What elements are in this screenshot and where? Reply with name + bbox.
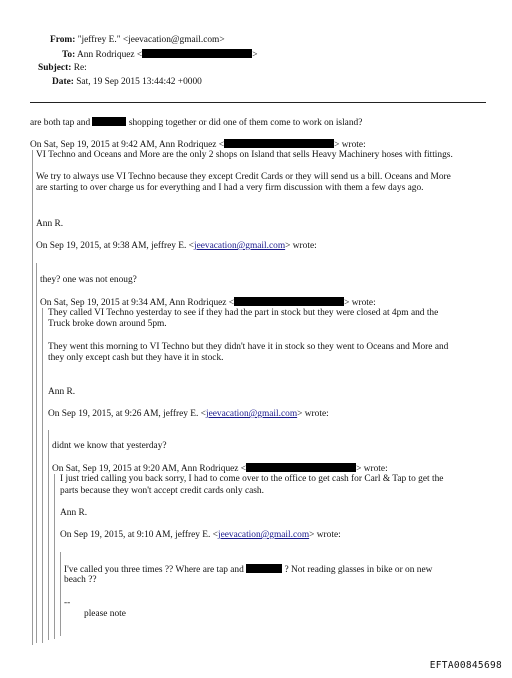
attribution-text: > wrote: [309,530,341,540]
to-row [62,49,258,62]
to-label: To: [62,50,76,60]
reply3-text: didnt we know that yesterday? [52,441,167,451]
reply2-line2: Truck broke down around 5pm. [48,319,167,329]
redaction-bar [246,564,282,573]
redaction-bar [224,139,334,148]
header-divider [30,102,486,103]
reply3-quote-attribution [60,530,341,542]
attribution-text: On Sep 19, 2015, at 9:26 AM, jeffrey E. < [48,409,206,419]
email-link[interactable]: jeevacation@gmail.com [217,530,310,540]
reply2-text: they? one was not enoug? [40,275,137,285]
reply2-line1: They called VI Techno yesterday to see if they had the part in stock but they were closed at 4pm and the [48,308,439,318]
date-label: Date: [52,77,74,87]
message-text: ? Not reading glasses in bike or on new [284,565,433,575]
reply4-line2: beach ?? [64,575,97,585]
attribution-text: On Sep 19, 2015, at 9:38 AM, jeffrey E. < [36,241,194,251]
attribution-text: > wrote: [285,241,317,251]
signature-separator: -- [64,598,71,608]
redaction-bar [92,117,126,126]
reply2-quote-attribution [48,409,329,421]
attribution-text: On Sat, Sep 19, 2015 at 9:34 AM, Ann Rodriquez < [40,298,235,308]
signature-note: please note [84,609,126,619]
attribution-text: On Sat, Sep 19, 2015 at 9:20 AM, Ann Rodriquez < [52,464,247,474]
reply2-signature: Ann R. [48,387,76,397]
reply3-signature: Ann R. [60,508,88,518]
reply1-line3: are starting to over charge us for everything and I had a very firm discussion with them a few days ago. [36,183,424,193]
redaction-bar [142,49,252,58]
attribution-text: > wrote: [297,409,329,419]
reply1-line1: VI Techno and Oceans and More are the only 2 shops on Island that sells Heavy Machinery hoses with fittings. [36,150,453,160]
redaction-bar [234,297,344,306]
attribution-text: > wrote: [344,298,376,308]
top-message-part-a: are both tap and [30,118,91,128]
reply1-signature: Ann R. [36,219,64,229]
reply3-line1: I just tried calling you back sorry, I had to come over to the office to get cash for Carl & Tap to get the [60,474,444,484]
attribution-text: > wrote: [334,140,366,150]
from-row [50,35,225,47]
to-value-prefix: Ann Rodriquez < [77,50,143,60]
subject-row [38,63,87,75]
reply1-line2: We try to always use VI Techno because they except Credit Cards or they will send us a bill. Oceans and More [36,172,451,182]
attribution-text: On Sep 19, 2015, at 9:10 AM, jeffrey E. < [60,530,218,540]
reply1-quote-attribution [36,241,317,253]
date-row [52,77,202,89]
top-message-part-b: shopping together or did one of them come to work on island? [128,118,363,128]
email-link[interactable]: jeevacation@gmail.com [193,241,286,251]
message-text: I've called you three times ?? Where are tap and [64,565,244,575]
from-value: "jeffrey E." <jeevacation@gmail.com> [77,35,225,45]
reply2-line4: they only except cash but they have it in stock. [48,353,224,363]
reply4-line1 [64,564,432,577]
attribution-text: > wrote: [356,464,388,474]
document-id: EFTA00845698 [429,660,502,671]
reply2-line3: They went this morning to VI Techno but they didn't have it in stock so they went to Oceans and More and [48,342,449,352]
reply3-line2: parts because they won't accept credit cards only cash. [60,486,264,496]
from-label: From: [50,35,76,45]
top-message [30,117,362,130]
date-value: Sat, 19 Sep 2015 13:44:42 +0000 [76,77,202,87]
email-link[interactable]: jeevacation@gmail.com [205,409,298,419]
subject-label: Subject: [38,63,72,73]
redaction-bar [246,463,356,472]
subject-value: Re: [73,63,87,73]
attribution-text: On Sat, Sep 19, 2015 at 9:42 AM, Ann Rodriquez < [30,140,225,150]
to-value-suffix: > [252,50,258,60]
